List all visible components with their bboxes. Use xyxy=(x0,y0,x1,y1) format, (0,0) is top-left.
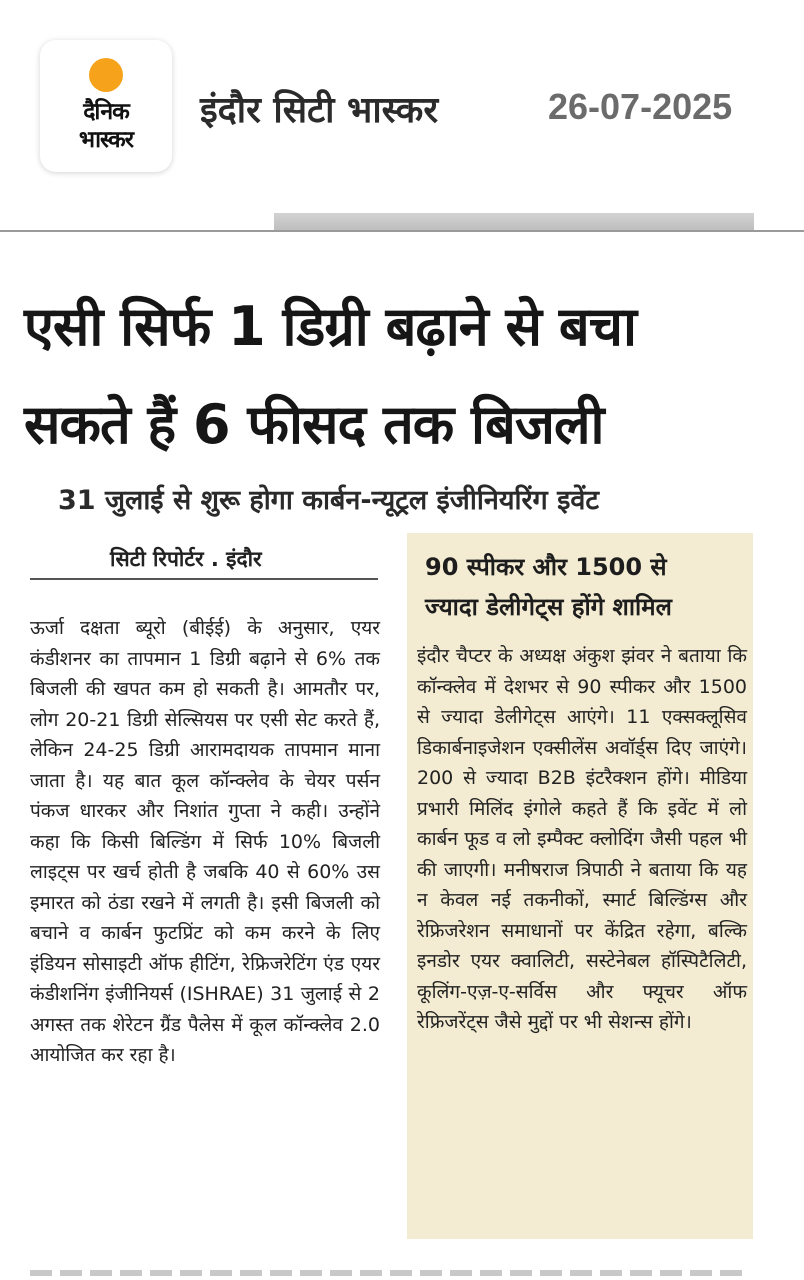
headline-line1: एसी सिर्फ 1 डिग्री बढ़ाने से बचा xyxy=(24,295,636,358)
sidebar-title-line2: ज्यादा डेलीगेट्स होंगे शामिल xyxy=(425,593,672,621)
logo-text-line2: भास्कर xyxy=(78,127,134,153)
edition-title: इंदौर सिटी भास्कर xyxy=(200,90,439,131)
article-headline xyxy=(24,278,784,474)
publication-date: 26-07-2025 xyxy=(548,86,733,127)
sun-icon xyxy=(89,58,123,92)
article-subheadline: 31 जुलाई से शुरू होगा कार्बन-न्यूट्रल इंजीनियरिंग इवेंट xyxy=(58,485,599,516)
article-body: ऊर्जा दक्षता ब्यूरो (बीईई) के अनुसार, एयर कंडीशनर का तापमान 1 डिग्री बढ़ाने से 6% तक बिजली की खपत कम हो सकती है। आमतौर पर, लोग 20-21 डिग्री सेल्सियस पर एसी सेट करते हैं, लेकिन 24-25 डिग्री आरामदायक तापमान माना जाता है। यह बात कूल कॉन्क्लेव के चेयर पर्सन पंकज धारकर और निशांत गुप्ता ने कही। उन्होंने कहा कि किसी बिल्डिंग में सिर्फ 10% बिजली लाइट्स पर खर्च होती है जबकि 40 से 60% उस इमारत को ठंडा रखने में लगती है। इसी बिजली को बचाने व कार्बन फुटप्रिंट को कम करने के लिए इंडियन सोसाइटी ऑफ हीटिंग, रेफ्रिजरेटिंग एंड एयर कंडीशनिंग इंजीनियर्स (ISHRAE) 31 जुलाई से 2 अगस्त तक शेरेटन ग्रैंड पैलेस में कूल कॉन्क्लेव 2.0 आयोजित कर रहा है। xyxy=(30,617,380,1066)
byline-divider xyxy=(30,578,378,580)
headline-line2: सकते हैं 6 फीसद तक बिजली xyxy=(24,393,604,456)
logo-text-line1: दैनिक xyxy=(83,99,129,125)
sidebar-body: इंदौर चैप्टर के अध्यक्ष अंकुश झंवर ने बताया कि कॉन्क्लेव में देशभर से 90 स्पीकर और 1500 से ज्यादा डेलीगेट्स आएंगे। 11 एक्सक्लूसिव डिकार्बनाइजेशन एक्सीलेंस अवॉर्ड्स दिए जाएंगे। 200 से ज्यादा B2B इंटरैक्शन होंगे। मीडिया प्रभारी मिलिंद इंगोले कहते हैं कि इवेंट में लो कार्बन फूड व लो इम्पैक्ट क्लोदिंग जैसी पहल भी की जाएगी। मनीषराज त्रिपाठी ने बताया कि यह न केवल नई तकनीकों, स्मार्ट बिल्डिंग्स और रेफ्रिजरेशन समाधानों पर केंद्रित रहेगा, बल्कि इनडोर एयर क्वालिटी, सस्टेनेबल हॉस्पिटैलिटी, कूलिंग-एज़-ए-सर्विस और फ्यूचर ऑफ रेफ्रिजरेंट्स जैसे मुद्दों पर भी सेशन्स होंगे। xyxy=(417,645,747,1033)
sidebar-title xyxy=(425,547,745,627)
article-byline: सिटी रिपोर्टर . इंदौर xyxy=(110,547,262,571)
header-strip xyxy=(274,213,754,231)
header-divider xyxy=(0,230,804,232)
dainik-bhaskar-logo xyxy=(40,40,172,172)
sidebar-box xyxy=(407,533,753,1239)
next-article-fragment xyxy=(30,1270,750,1276)
sidebar-title-line1: 90 स्पीकर और 1500 से xyxy=(425,553,667,581)
